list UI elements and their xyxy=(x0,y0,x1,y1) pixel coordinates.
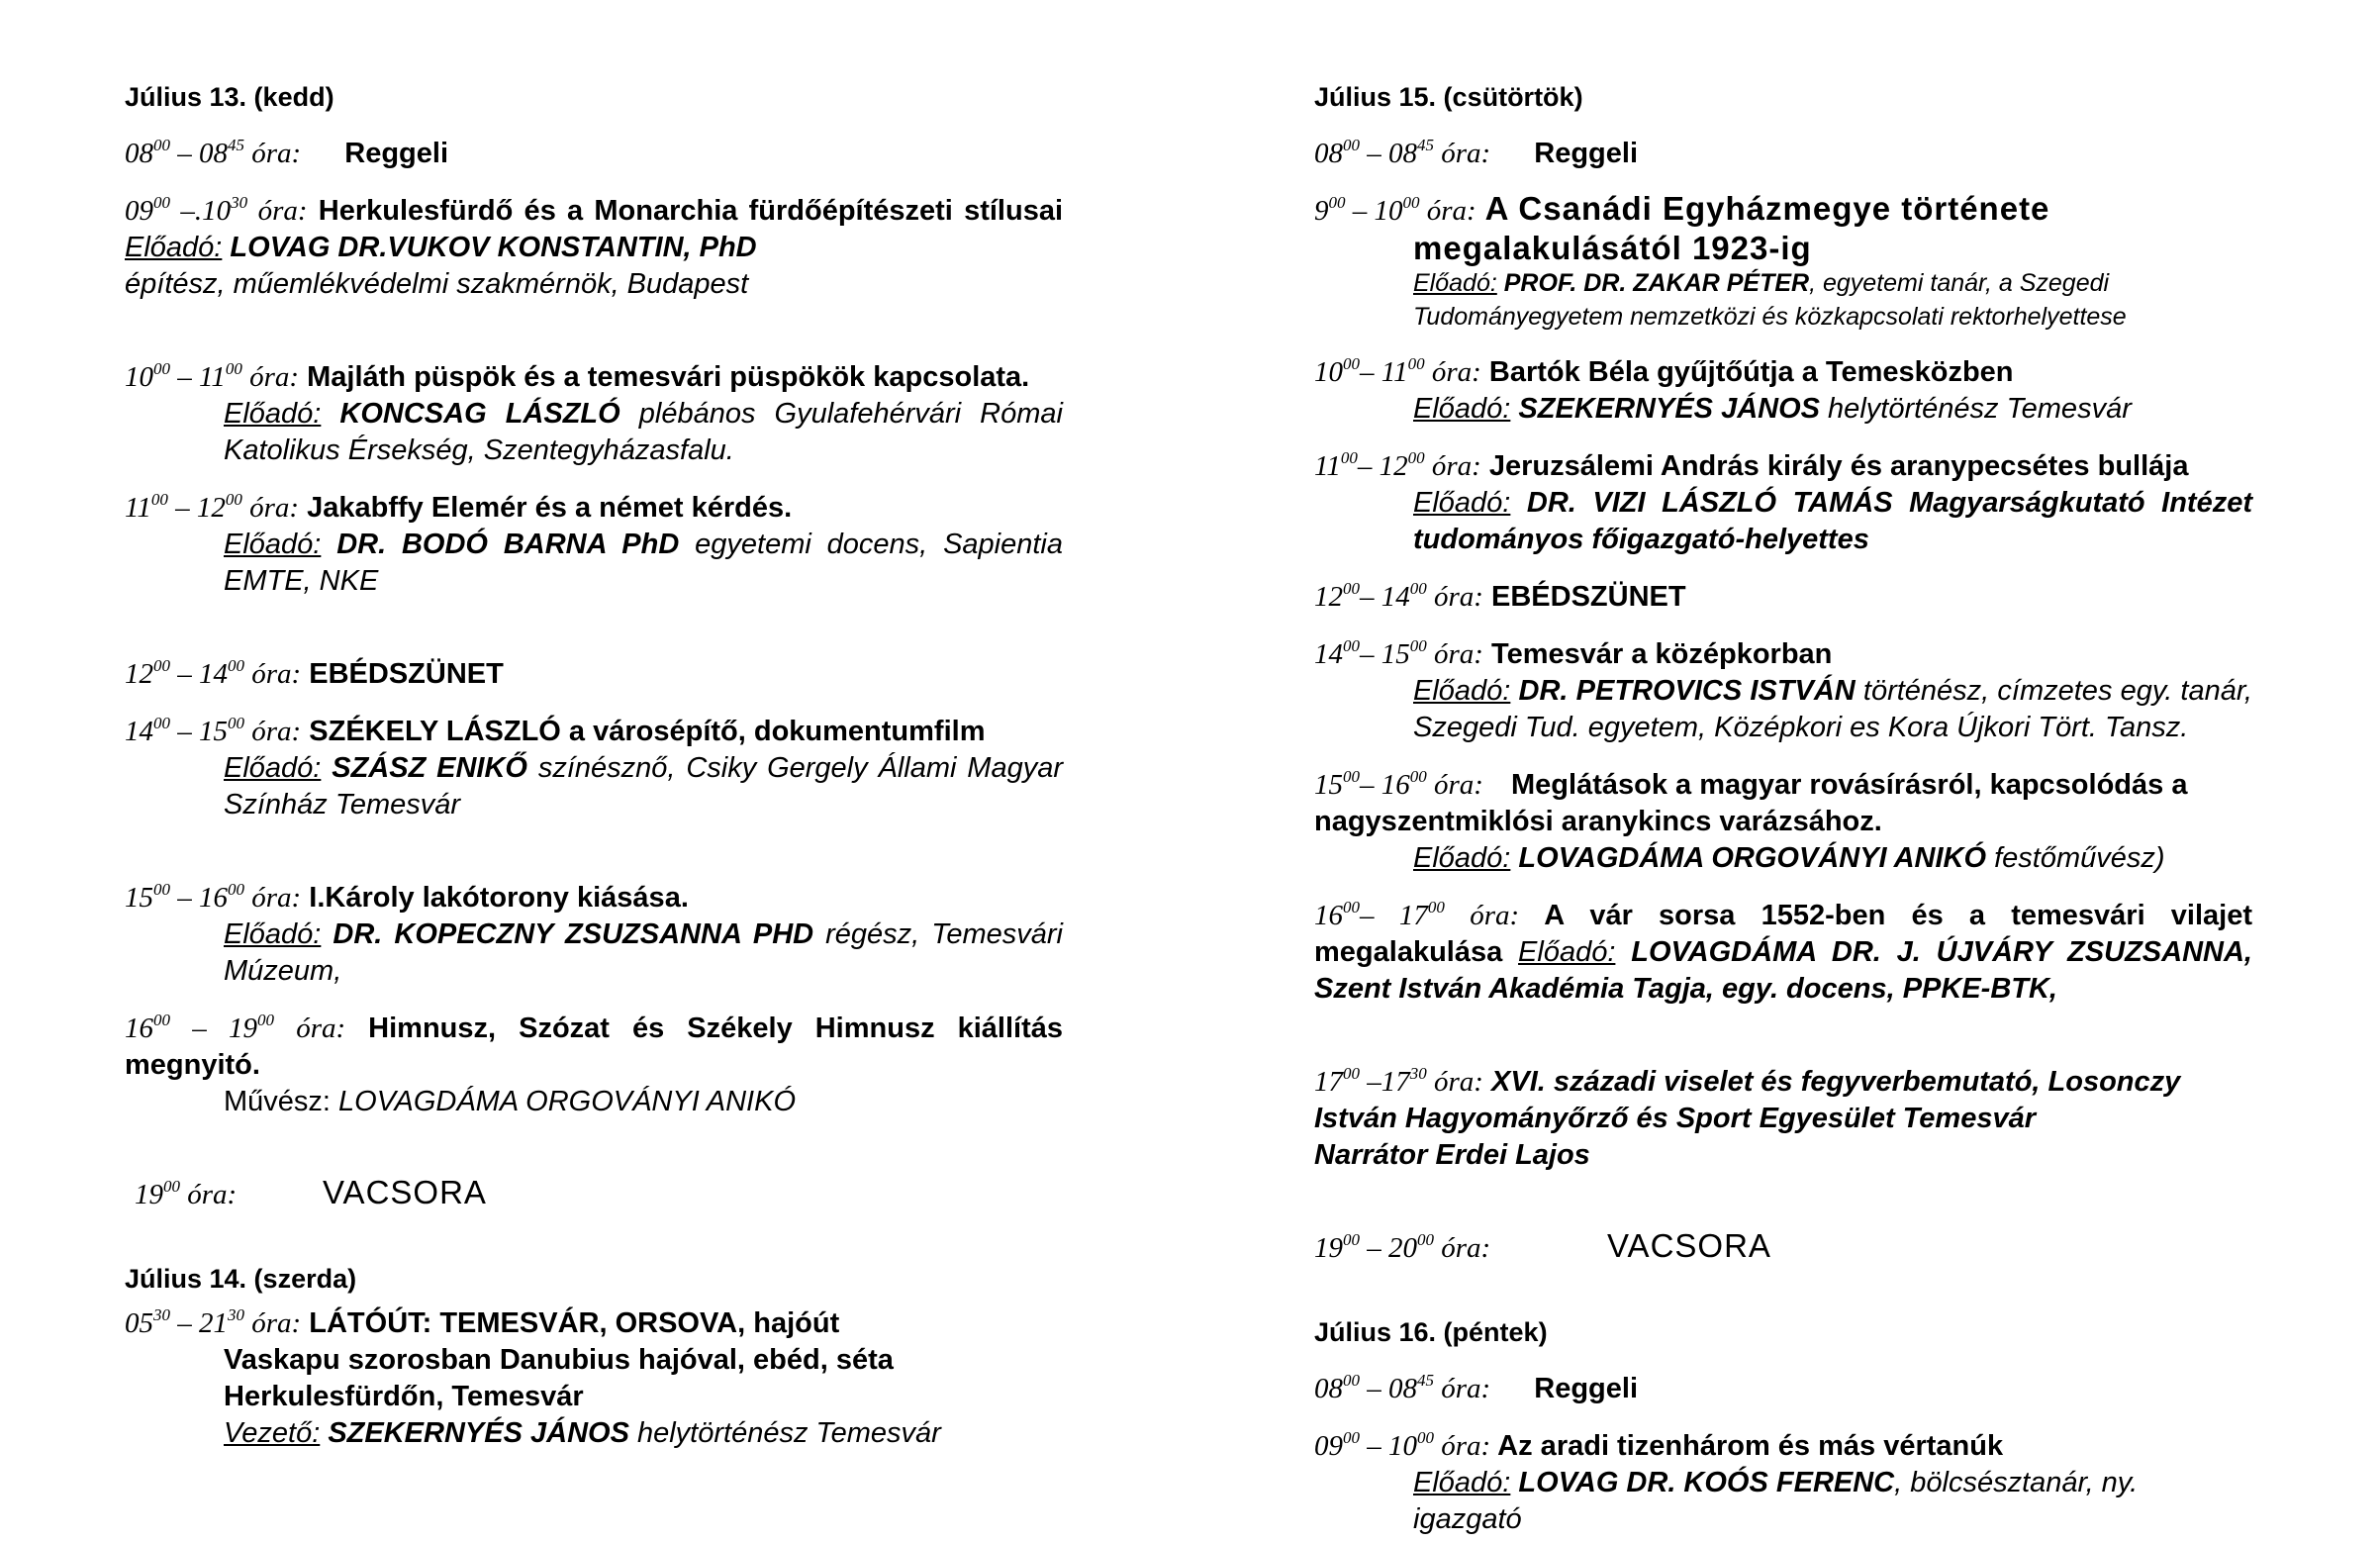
presenter-label: Előadó: xyxy=(125,232,223,263)
item-title: I.Károly lakótorony kiásása. xyxy=(301,882,689,914)
presenter-name: DR. PETROVICS ISTVÁN xyxy=(1510,675,1856,707)
item-title-line: megalakulásától 1923-ig xyxy=(1413,230,1812,266)
presenter-name: SZEKERNYÉS JÁNOS xyxy=(1510,393,1820,425)
item-title: VACSORA xyxy=(323,1174,487,1210)
day-header: Július 14. (szerda) xyxy=(125,1264,357,1294)
presenter-label: Előadó: xyxy=(224,529,322,560)
presenter-desc: , bölcsésztanár, ny. igazgató xyxy=(1413,1467,2139,1535)
item-title: LÁTÓÚT: TEMESVÁR, ORSOVA, hajóút xyxy=(301,1307,840,1339)
item-title: SZÉKELY LÁSZLÓ a városépítő, dokumentumfilm xyxy=(301,716,986,747)
artist-name: LOVAGDÁMA ORGOVÁNYI ANIKÓ xyxy=(330,1086,797,1117)
time-range: $19^{00}$ óra: xyxy=(135,1177,238,1210)
item-title: EBÉDSZÜNET xyxy=(1482,581,1686,613)
presenter-label: Előadó: xyxy=(224,752,322,784)
narrator: Narrátor Erdei Lajos xyxy=(1314,1139,1590,1171)
time-range: $16^{00} - 19^{00}$ óra: xyxy=(125,1011,346,1044)
artist-label: Művész: xyxy=(224,1086,331,1117)
time-range: $10^{00} - 11^{00}$ óra: xyxy=(125,359,300,393)
program-item xyxy=(125,1002,1063,1120)
time-range: $12^{00} - 14^{00}$ óra: xyxy=(125,656,302,690)
presenter-name: LOVAG DR. KOÓS FERENC xyxy=(1510,1467,1895,1498)
item-title: Reggeli xyxy=(1534,138,1639,169)
presenter-desc: színésznő, Csiky Gergely Állami Magyar Színház Temesvár xyxy=(224,752,1064,820)
presenter-desc: történész, címzetes egy. tanár, Szegedi Tud. egyetem, Középkori es Kora Újkori Tört. Tansz. xyxy=(1413,675,2252,743)
time-range: $15^{00}-$ $16^{00}$ óra: xyxy=(1314,767,1483,801)
time-range: $12^{00}-$ $14^{00}$ óra: xyxy=(1314,579,1483,613)
program-item xyxy=(1314,184,2252,334)
presenter-name: LOVAGDÁMA DR. J. ÚJVÁRY ZSUZSANNA xyxy=(1615,936,2244,968)
time-range: $10^{00}-$ $11^{00}$ óra: xyxy=(1314,354,1481,388)
program-item xyxy=(125,127,1063,172)
item-title: A vár sorsa 1552-ben és a temesvári vilajet megalakulása xyxy=(1314,900,2253,968)
day-header: Július 16. (péntek) xyxy=(1314,1317,1548,1347)
time-range: $11^{00}-$ $12^{00}$ óra: xyxy=(1314,448,1481,482)
presenter-label: Előadó: xyxy=(1413,393,1511,425)
program-item xyxy=(125,481,1063,600)
program-item xyxy=(1314,345,2252,428)
guide-label: Vezető: xyxy=(224,1417,321,1449)
program-item xyxy=(125,1168,1063,1213)
time-range: $11^{00} - 12^{00}$ óra: xyxy=(125,490,300,524)
item-title: VACSORA xyxy=(1607,1227,1771,1264)
presenter-name: DR. KOPECZNY ZSUZSANNA PHD xyxy=(321,918,814,950)
program-item xyxy=(125,705,1063,823)
program-item xyxy=(125,184,1063,303)
item-title: Reggeli xyxy=(1534,1373,1639,1404)
presenter-name: KONCSAG LÁSZLÓ xyxy=(321,398,620,430)
time-range: $14^{00} - 15^{00}$ óra: xyxy=(125,714,302,747)
guide-desc: helytörténész Temesvár xyxy=(628,1417,941,1449)
program-item xyxy=(1314,758,2252,877)
presenter-label: Előadó: xyxy=(1518,936,1616,968)
program-item xyxy=(1314,627,2252,746)
item-title: Temesvár a középkorban xyxy=(1482,638,1833,670)
program-item xyxy=(125,871,1063,990)
presenter-label: Előadó: xyxy=(1413,269,1497,297)
presenter-desc: festőművész) xyxy=(1986,842,2165,874)
item-title-line: Herkulesfürdőn, Temesvár xyxy=(224,1381,584,1412)
item-title: Himnusz, Szózat és Székely Himnusz kiállítás megnyitó. xyxy=(125,1013,1064,1081)
program-item xyxy=(1314,127,2252,172)
left-column xyxy=(125,79,1063,1452)
time-range: $08^{00} - 08^{45}$ óra: xyxy=(125,136,302,169)
presenter-label: Előadó: xyxy=(1413,842,1511,874)
presenter-label: Előadó: xyxy=(1413,487,1511,519)
item-title: Meglátások a magyar rovásírásról, kapcsolódás a nagyszentmiklósi aranykincs varázsához. xyxy=(1314,769,2188,837)
presenter-desc: építész, műemlékvédelmi szakmérnök, Budapest xyxy=(125,268,749,300)
presenter-desc: helytörténész Temesvár xyxy=(1820,393,2132,425)
presenter-label: Előadó: xyxy=(1413,1467,1511,1498)
presenter-label: Előadó: xyxy=(224,398,322,430)
presenter-name: PROF. DR. ZAKAR PÉTER xyxy=(1496,269,1810,297)
item-title: Reggeli xyxy=(344,138,449,169)
presenter-label: Előadó: xyxy=(1413,675,1511,707)
program-item xyxy=(1314,1362,2252,1407)
time-range: $05^{30} - 21^{30}$ óra: xyxy=(125,1305,302,1339)
presenter-name: DR. BODÓ BARNA PhD xyxy=(321,529,680,560)
presenter-desc: , egyetemi tanár, a Szegedi Tudományegyetem nemzetközi és közkapcsolati rektorhelyettese xyxy=(1413,269,2127,331)
item-title-line: Vaskapu szorosban Danubius hajóval, ebéd, séta xyxy=(224,1344,894,1376)
time-range: $16^{00}-$ $17^{00}$ óra: xyxy=(1314,898,1520,931)
presenter-name: DR. VIZI LÁSZLÓ TAMÁS xyxy=(1510,487,1893,519)
program-item xyxy=(125,1297,1063,1452)
presenter-label: Előadó: xyxy=(224,918,322,950)
time-range: $08^{00} - 08^{45}$ óra: xyxy=(1314,136,1491,169)
right-column xyxy=(1314,79,2252,1538)
time-range: $14^{00}-$ $15^{00}$ óra: xyxy=(1314,636,1483,670)
time-range: $08^{00} - 08^{45}$ óra: xyxy=(1314,1371,1491,1404)
presenter-name: SZÁSZ ENIKŐ xyxy=(321,752,527,784)
day-header: Július 15. (csütörtök) xyxy=(1314,82,1583,112)
program-item xyxy=(1314,1055,2252,1174)
presenter-name: LOVAG DR.VUKOV KONSTANTIN, PhD xyxy=(222,232,757,263)
program-item xyxy=(1314,1419,2252,1538)
item-title: EBÉDSZÜNET xyxy=(301,658,504,690)
item-title: Az aradi tizenhárom és más vértanúk xyxy=(1490,1430,2004,1462)
time-range: $09^{00}$ $-.10^{30}$ óra: xyxy=(125,193,308,227)
time-range: $9^{00} - 10^{00}$ óra: xyxy=(1314,193,1476,227)
presenter-name: LOVAGDÁMA ORGOVÁNYI ANIKÓ xyxy=(1510,842,1987,874)
presenter-desc: plébános Gyulafehérvári Római Katolikus Érsekség, Szentegyházasfalu. xyxy=(224,398,1063,466)
item-title: Jakabffy Elemér és a német kérdés. xyxy=(299,492,793,524)
time-range: $19^{00} - 20^{00}$ óra: xyxy=(1314,1230,1491,1264)
program-item xyxy=(1314,1221,2252,1267)
presenter-desc: egyetemi docens, Sapientia EMTE, NKE xyxy=(224,529,1064,597)
presenter-desc: Magyarságkutató Intézet tudományos főigazgató-helyettes xyxy=(1413,487,2252,555)
program-item xyxy=(125,350,1063,469)
presenter-desc: régész, Temesvári Múzeum, xyxy=(224,918,1063,987)
program-item xyxy=(1314,570,2252,616)
item-title: Bartók Béla gyűjtőútja a Temesközben xyxy=(1480,356,2014,388)
item-title: XVI. századi viselet és fegyverbemutató, Losonczy István Hagyományőrző és Sport Egyesület Temesvár xyxy=(1314,1066,2181,1134)
item-title: A Csanádi Egyházmegye története xyxy=(1476,190,2050,227)
time-range: $09^{00} - 10^{00}$ óra: xyxy=(1314,1428,1491,1462)
presenter-desc: , Szent István Akadémia Tagja, egy. docens, PPKE-BTK, xyxy=(1314,936,2252,1005)
program-item xyxy=(125,647,1063,693)
guide-name: SZEKERNYÉS JÁNOS xyxy=(320,1417,629,1449)
item-title: Jeruzsálemi András király és aranypecsétes bullája xyxy=(1480,450,2189,482)
item-title: Majláth püspök és a temesvári püspökök kapcsolata. xyxy=(299,361,1030,393)
time-range: $17^{00}$ $-17^{30}$ óra: xyxy=(1314,1064,1483,1098)
day-header: Július 13. (kedd) xyxy=(125,82,334,112)
item-title: Herkulesfürdő és a Monarchia fürdőépítészeti stílusai xyxy=(307,195,1064,227)
program-item xyxy=(1314,889,2252,1008)
program-item xyxy=(1314,439,2252,558)
time-range: $15^{00} - 16^{00}$ óra: xyxy=(125,880,302,914)
